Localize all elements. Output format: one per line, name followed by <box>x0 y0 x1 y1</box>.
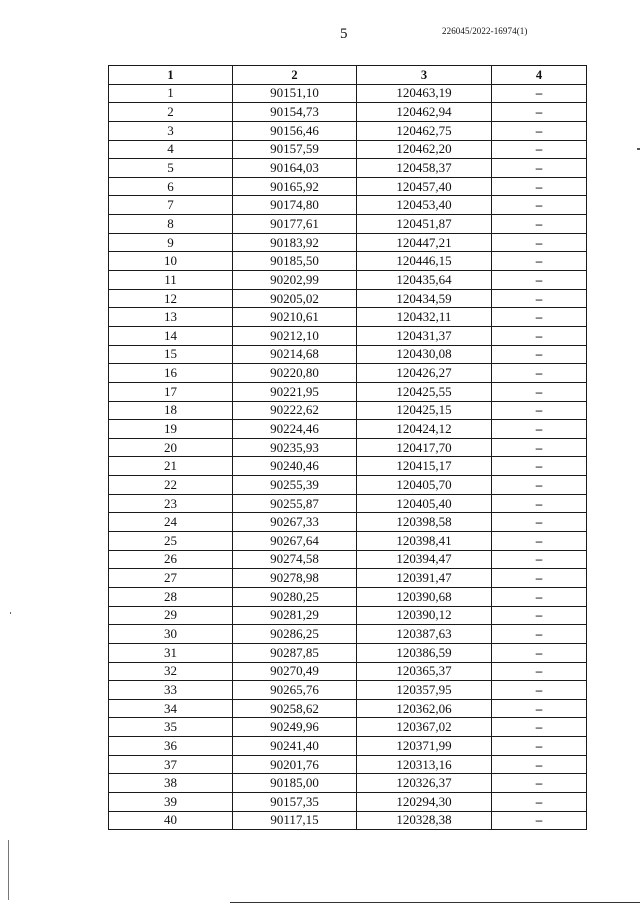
note-cell: – <box>492 532 587 551</box>
note-cell: – <box>492 308 587 327</box>
point-number-cell: 21 <box>109 457 233 476</box>
table-row <box>109 662 587 681</box>
table-row <box>109 476 587 495</box>
table-row <box>109 532 587 551</box>
y-coordinate-cell: 120424,12 <box>357 420 492 439</box>
y-coordinate-cell: 120328,38 <box>357 811 492 830</box>
point-number-cell: 15 <box>109 345 233 364</box>
y-coordinate-cell: 120405,70 <box>357 476 492 495</box>
note-cell: – <box>492 364 587 383</box>
y-coordinate-cell: 120446,15 <box>357 252 492 271</box>
scan-margin-line <box>8 840 9 900</box>
x-coordinate-cell: 90241,40 <box>233 737 357 756</box>
point-number-cell: 34 <box>109 699 233 718</box>
y-coordinate-cell: 120425,15 <box>357 401 492 420</box>
note-cell: – <box>492 774 587 793</box>
y-coordinate-cell: 120453,40 <box>357 196 492 215</box>
point-number-cell: 22 <box>109 476 233 495</box>
note-cell: – <box>492 662 587 681</box>
note-cell: – <box>492 755 587 774</box>
x-coordinate-cell: 90174,80 <box>233 196 357 215</box>
x-coordinate-cell: 90157,35 <box>233 792 357 811</box>
y-coordinate-cell: 120451,87 <box>357 215 492 234</box>
x-coordinate-cell: 90235,93 <box>233 438 357 457</box>
document-number: 226045/2022-16974(1) <box>442 26 528 36</box>
table-row <box>109 513 587 532</box>
column-header: 1 <box>109 66 233 85</box>
table-row <box>109 625 587 644</box>
point-number-cell: 14 <box>109 326 233 345</box>
x-coordinate-cell: 90164,03 <box>233 159 357 178</box>
x-coordinate-cell: 90151,10 <box>233 84 357 103</box>
point-number-cell: 24 <box>109 513 233 532</box>
note-cell: – <box>492 345 587 364</box>
point-number-cell: 40 <box>109 811 233 830</box>
x-coordinate-cell: 90202,99 <box>233 271 357 290</box>
table-row <box>109 159 587 178</box>
x-coordinate-cell: 90205,02 <box>233 289 357 308</box>
table-row <box>109 401 587 420</box>
note-cell: – <box>492 643 587 662</box>
y-coordinate-cell: 120430,08 <box>357 345 492 364</box>
note-cell: – <box>492 215 587 234</box>
y-coordinate-cell: 120405,40 <box>357 494 492 513</box>
note-cell: – <box>492 625 587 644</box>
note-cell: – <box>492 513 587 532</box>
note-cell: – <box>492 326 587 345</box>
y-coordinate-cell: 120434,59 <box>357 289 492 308</box>
x-coordinate-cell: 90177,61 <box>233 215 357 234</box>
table-row <box>109 606 587 625</box>
point-number-cell: 17 <box>109 382 233 401</box>
x-coordinate-cell: 90214,68 <box>233 345 357 364</box>
x-coordinate-cell: 90221,95 <box>233 382 357 401</box>
note-cell: – <box>492 121 587 140</box>
point-number-cell: 11 <box>109 271 233 290</box>
note-cell: – <box>492 252 587 271</box>
x-coordinate-cell: 90255,39 <box>233 476 357 495</box>
y-coordinate-cell: 120390,12 <box>357 606 492 625</box>
table-row <box>109 494 587 513</box>
y-coordinate-cell: 120425,55 <box>357 382 492 401</box>
note-cell: – <box>492 140 587 159</box>
y-coordinate-cell: 120417,70 <box>357 438 492 457</box>
table-row <box>109 196 587 215</box>
x-coordinate-cell: 90240,46 <box>233 457 357 476</box>
table-row <box>109 774 587 793</box>
y-coordinate-cell: 120357,95 <box>357 681 492 700</box>
point-number-cell: 32 <box>109 662 233 681</box>
x-coordinate-cell: 90185,50 <box>233 252 357 271</box>
column-header: 3 <box>357 66 492 85</box>
table-row <box>109 289 587 308</box>
y-coordinate-cell: 120371,99 <box>357 737 492 756</box>
point-number-cell: 4 <box>109 140 233 159</box>
note-cell: – <box>492 438 587 457</box>
y-coordinate-cell: 120426,27 <box>357 364 492 383</box>
coordinates-table <box>108 65 587 830</box>
y-coordinate-cell: 120415,17 <box>357 457 492 476</box>
table-row <box>109 681 587 700</box>
table-row <box>109 718 587 737</box>
table-row <box>109 699 587 718</box>
table-row <box>109 84 587 103</box>
point-number-cell: 16 <box>109 364 233 383</box>
note-cell: – <box>492 587 587 606</box>
note-cell: – <box>492 476 587 495</box>
note-cell: – <box>492 271 587 290</box>
table-row <box>109 587 587 606</box>
table-header-row <box>109 66 587 85</box>
y-coordinate-cell: 120398,58 <box>357 513 492 532</box>
y-coordinate-cell: 120394,47 <box>357 550 492 569</box>
x-coordinate-cell: 90278,98 <box>233 569 357 588</box>
note-cell: – <box>492 606 587 625</box>
point-number-cell: 12 <box>109 289 233 308</box>
y-coordinate-cell: 120386,59 <box>357 643 492 662</box>
x-coordinate-cell: 90249,96 <box>233 718 357 737</box>
y-coordinate-cell: 120398,41 <box>357 532 492 551</box>
note-cell: – <box>492 737 587 756</box>
table-row <box>109 811 587 830</box>
x-coordinate-cell: 90183,92 <box>233 233 357 252</box>
point-number-cell: 37 <box>109 755 233 774</box>
point-number-cell: 3 <box>109 121 233 140</box>
x-coordinate-cell: 90267,33 <box>233 513 357 532</box>
note-cell: – <box>492 420 587 439</box>
column-header: 2 <box>233 66 357 85</box>
x-coordinate-cell: 90154,73 <box>233 103 357 122</box>
x-coordinate-cell: 90287,85 <box>233 643 357 662</box>
point-number-cell: 27 <box>109 569 233 588</box>
point-number-cell: 31 <box>109 643 233 662</box>
table-row <box>109 755 587 774</box>
point-number-cell: 8 <box>109 215 233 234</box>
table-row <box>109 792 587 811</box>
x-coordinate-cell: 90201,76 <box>233 755 357 774</box>
table-row <box>109 233 587 252</box>
x-coordinate-cell: 90267,64 <box>233 532 357 551</box>
x-coordinate-cell: 90255,87 <box>233 494 357 513</box>
table-row <box>109 643 587 662</box>
x-coordinate-cell: 90220,80 <box>233 364 357 383</box>
table-row <box>109 364 587 383</box>
table-row <box>109 271 587 290</box>
table-body <box>109 84 587 830</box>
scan-mark <box>10 612 11 614</box>
point-number-cell: 36 <box>109 737 233 756</box>
point-number-cell: 25 <box>109 532 233 551</box>
column-header: 4 <box>492 66 587 85</box>
table-row <box>109 457 587 476</box>
y-coordinate-cell: 120313,16 <box>357 755 492 774</box>
point-number-cell: 10 <box>109 252 233 271</box>
table-row <box>109 382 587 401</box>
note-cell: – <box>492 681 587 700</box>
note-cell: – <box>492 718 587 737</box>
page-number: 5 <box>340 26 348 42</box>
note-cell: – <box>492 84 587 103</box>
note-cell: – <box>492 569 587 588</box>
point-number-cell: 19 <box>109 420 233 439</box>
table-row <box>109 438 587 457</box>
point-number-cell: 9 <box>109 233 233 252</box>
table-row <box>109 308 587 327</box>
note-cell: – <box>492 550 587 569</box>
y-coordinate-cell: 120391,47 <box>357 569 492 588</box>
y-coordinate-cell: 120458,37 <box>357 159 492 178</box>
x-coordinate-cell: 90258,62 <box>233 699 357 718</box>
y-coordinate-cell: 120294,30 <box>357 792 492 811</box>
y-coordinate-cell: 120365,37 <box>357 662 492 681</box>
x-coordinate-cell: 90265,76 <box>233 681 357 700</box>
x-coordinate-cell: 90157,59 <box>233 140 357 159</box>
point-number-cell: 18 <box>109 401 233 420</box>
x-coordinate-cell: 90224,46 <box>233 420 357 439</box>
y-coordinate-cell: 120362,06 <box>357 699 492 718</box>
table-row <box>109 737 587 756</box>
x-coordinate-cell: 90270,49 <box>233 662 357 681</box>
point-number-cell: 23 <box>109 494 233 513</box>
point-number-cell: 33 <box>109 681 233 700</box>
table-row <box>109 140 587 159</box>
point-number-cell: 28 <box>109 587 233 606</box>
point-number-cell: 13 <box>109 308 233 327</box>
y-coordinate-cell: 120367,02 <box>357 718 492 737</box>
note-cell: – <box>492 811 587 830</box>
y-coordinate-cell: 120390,68 <box>357 587 492 606</box>
y-coordinate-cell: 120462,75 <box>357 121 492 140</box>
note-cell: – <box>492 177 587 196</box>
x-coordinate-cell: 90222,62 <box>233 401 357 420</box>
x-coordinate-cell: 90286,25 <box>233 625 357 644</box>
y-coordinate-cell: 120432,11 <box>357 308 492 327</box>
note-cell: – <box>492 196 587 215</box>
note-cell: – <box>492 494 587 513</box>
x-coordinate-cell: 90274,58 <box>233 550 357 569</box>
x-coordinate-cell: 90212,10 <box>233 326 357 345</box>
y-coordinate-cell: 120326,37 <box>357 774 492 793</box>
y-coordinate-cell: 120462,20 <box>357 140 492 159</box>
x-coordinate-cell: 90210,61 <box>233 308 357 327</box>
table-row <box>109 420 587 439</box>
point-number-cell: 30 <box>109 625 233 644</box>
table-row <box>109 177 587 196</box>
table-row <box>109 103 587 122</box>
note-cell: – <box>492 159 587 178</box>
y-coordinate-cell: 120462,94 <box>357 103 492 122</box>
x-coordinate-cell: 90156,46 <box>233 121 357 140</box>
point-number-cell: 29 <box>109 606 233 625</box>
point-number-cell: 5 <box>109 159 233 178</box>
y-coordinate-cell: 120457,40 <box>357 177 492 196</box>
bottom-rule <box>230 902 640 903</box>
y-coordinate-cell: 120431,37 <box>357 326 492 345</box>
point-number-cell: 6 <box>109 177 233 196</box>
note-cell: – <box>492 699 587 718</box>
point-number-cell: 1 <box>109 84 233 103</box>
note-cell: – <box>492 382 587 401</box>
x-coordinate-cell: 90165,92 <box>233 177 357 196</box>
y-coordinate-cell: 120463,19 <box>357 84 492 103</box>
table-row <box>109 550 587 569</box>
note-cell: – <box>492 457 587 476</box>
table-row <box>109 252 587 271</box>
table-row <box>109 121 587 140</box>
note-cell: – <box>492 289 587 308</box>
note-cell: – <box>492 401 587 420</box>
y-coordinate-cell: 120447,21 <box>357 233 492 252</box>
note-cell: – <box>492 792 587 811</box>
point-number-cell: 26 <box>109 550 233 569</box>
x-coordinate-cell: 90281,29 <box>233 606 357 625</box>
note-cell: – <box>492 103 587 122</box>
y-coordinate-cell: 120387,63 <box>357 625 492 644</box>
x-coordinate-cell: 90280,25 <box>233 587 357 606</box>
x-coordinate-cell: 90185,00 <box>233 774 357 793</box>
note-cell: – <box>492 233 587 252</box>
x-coordinate-cell: 90117,15 <box>233 811 357 830</box>
point-number-cell: 2 <box>109 103 233 122</box>
table-row <box>109 345 587 364</box>
y-coordinate-cell: 120435,64 <box>357 271 492 290</box>
point-number-cell: 7 <box>109 196 233 215</box>
point-number-cell: 20 <box>109 438 233 457</box>
point-number-cell: 35 <box>109 718 233 737</box>
table-row <box>109 569 587 588</box>
point-number-cell: 39 <box>109 792 233 811</box>
table-row <box>109 215 587 234</box>
table-row <box>109 326 587 345</box>
point-number-cell: 38 <box>109 774 233 793</box>
